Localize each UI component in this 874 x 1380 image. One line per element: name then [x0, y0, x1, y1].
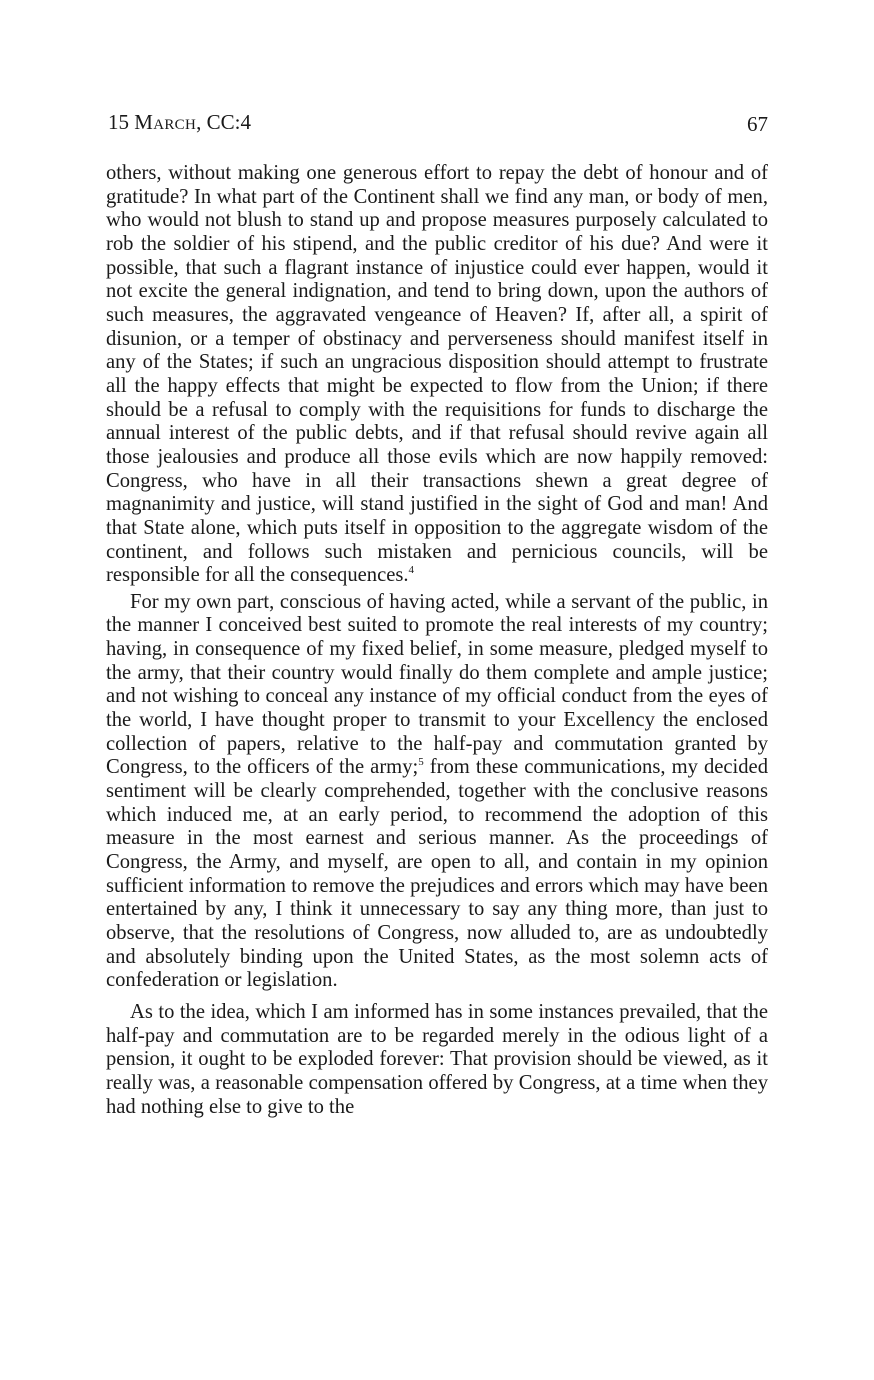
- paragraph-2-text-end: from these communications, my decided sentiment will be clearly comprehended, together with the conclusive reasons which induced me, at an early period, to recommend the adoption of this measure in the most earnest and serious manner. As the proceedings of Congress, the Army, and myself, are open to all, and contain in my opinion sufficient information to remove the prejudices and errors which may have been entertained by any, I think it unnecessary to say any thing more, than just to observe, that the resolutions of Congress, now alluded to, are as undoubtedly and absolutely binding upon the United States, as the most solemn acts of confederation or legislation.: [106, 756, 768, 992]
- footnote-marker: 5: [418, 756, 424, 769]
- running-head-month: March: [134, 110, 197, 134]
- paragraph-3: [106, 1001, 768, 1119]
- page-number: 67: [747, 112, 768, 136]
- running-head-date: 15: [108, 110, 129, 134]
- paragraph-1-text: others, without making one generous effort to repay the debt of honour and of gratitude? In what part of the Continent shall we find any man, or body of men, who would not blush to stand up and propose measures purposely calculated to rob the soldier of his stipend, and the public creditor of his due? And were it possible, that such a flagrant instance of injustice could ever happen, would it not excite the general indignation, and tend to bring down, upon the authors of such measures, the aggravated vengeance of Heaven? If, after all, a spirit of disunion, or a temper of obstinacy and perverseness should manifest itself in any of the States; if such an ungracious disposition should attempt to frustrate all the happy effects that might be expected to flow from the Union; if there should be a refusal to comply with the requisitions for funds to discharge the annual interest of the public debts, and if that refusal should revive again all those jealousies and produce all those evils which are now happily removed: Congress, who have in all their transactions shewn a great degree of magnanimity and justice, will stand justified in the sight of God and man! And that State alone, which puts itself in opposition to the aggregate wisdom of the continent, and follows such mistaken and pernicious councils, will be responsible for all the consequences.: [106, 162, 768, 587]
- paragraph-1: [106, 162, 768, 588]
- body-text: [106, 162, 768, 1119]
- paragraph-3-text: As to the idea, which I am informed has in some instances prevailed, that the half-pay and commutation are to be regarded merely in the odious light of a pension, it ought to be exploded forever: That provision should be viewed, as it really was, a reasonable compensation offered by Congress, at a time when they had nothing else to give to the: [106, 1000, 768, 1118]
- document-page: [106, 108, 768, 1119]
- running-head-citation: [108, 110, 251, 135]
- running-head-doc-ref: , CC:4: [196, 110, 251, 134]
- footnote-marker: 4: [408, 564, 415, 577]
- paragraph-2-text-start: For my own part, conscious of having acted, while a servant of the public, in the manner I conceived best suited to promote the real interests of my country; having, in consequence of my fixed belief, in some measure, pledged myself to the army, that their country would finally do them complete and ample justice; and not wishing to conceal any instance of my official conduct from the eyes of the world, I have thought proper to transmit to your Excellency the enclosed collection of papers, relative to the half-pay and commutation granted by Congress, to the officers of the army;: [106, 590, 768, 779]
- paragraph-2: [106, 591, 768, 993]
- running-head: [106, 108, 768, 140]
